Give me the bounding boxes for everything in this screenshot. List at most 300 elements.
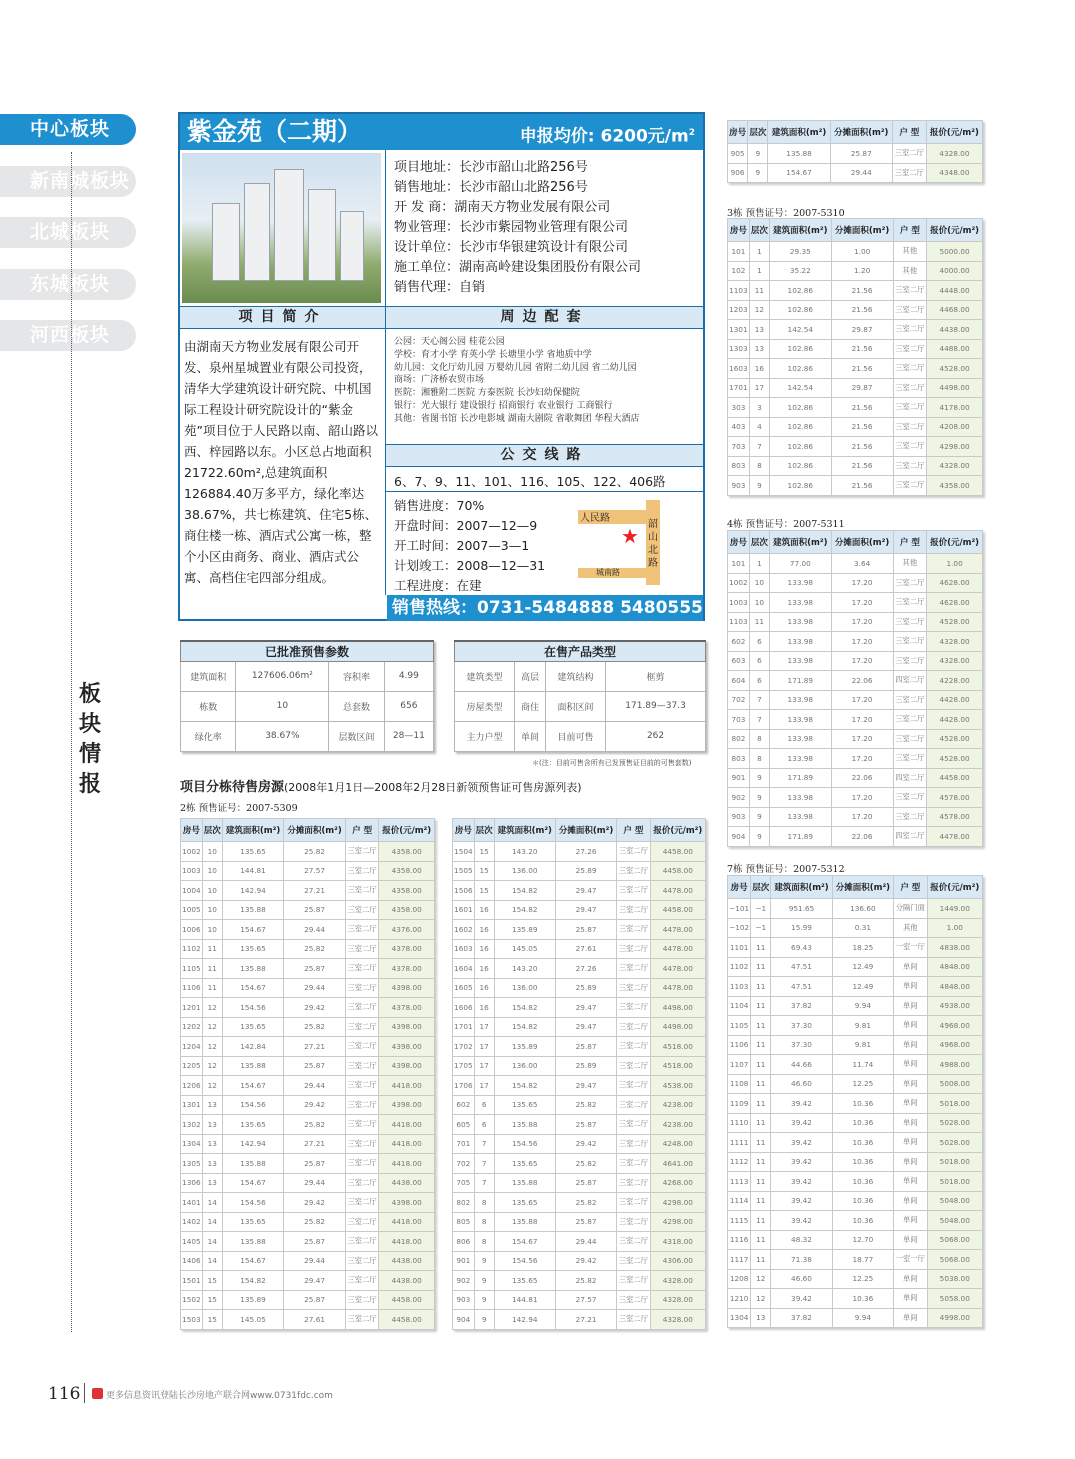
table-cell: 10 <box>202 842 222 862</box>
table-row <box>181 842 435 862</box>
table-cell: 4238.00 <box>650 1115 705 1135</box>
table-cell: 25.82 <box>284 1017 346 1037</box>
table-row <box>728 144 983 164</box>
table-cell: 142.94 <box>222 1134 284 1154</box>
table-row <box>728 456 983 476</box>
table-cell: 39.42 <box>771 1133 832 1153</box>
table-cell: 4458.00 <box>650 900 705 920</box>
table-cell: 136.00 <box>494 978 555 998</box>
table-cell: 单间 <box>894 1094 927 1114</box>
table-cell: 29.44 <box>284 920 346 940</box>
table-cell: 102.86 <box>769 417 831 437</box>
table-cell: 17 <box>749 378 769 398</box>
table-cell: 4238.00 <box>650 1095 705 1115</box>
table-cell: 三室二厅 <box>345 861 379 881</box>
table-cell: 135.88 <box>222 1056 284 1076</box>
table-cell: 1101 <box>728 938 751 958</box>
table-cell: 一室一厅 <box>894 1250 927 1270</box>
table-cell: 25.82 <box>555 1154 616 1174</box>
table-row <box>728 417 983 437</box>
table-cell: 单间 <box>894 1230 927 1250</box>
table-cell: 14 <box>202 1212 222 1232</box>
table-cell: 4178.00 <box>927 398 983 418</box>
table-cell: 9.81 <box>832 1016 893 1036</box>
table-cell: 4398.00 <box>379 978 435 998</box>
table-cell: 27.61 <box>555 939 616 959</box>
table-cell: 7 <box>474 1134 494 1154</box>
table-cell: 11 <box>751 996 771 1016</box>
table-row <box>453 1076 706 1096</box>
table-cell: 29.47 <box>555 1076 616 1096</box>
table-row <box>453 1037 706 1057</box>
table-cell: 三室二厅 <box>893 281 927 301</box>
table-cell: 17.20 <box>831 632 893 652</box>
table-cell: 4988.00 <box>927 1055 982 1075</box>
table-cell: 7 <box>749 710 769 730</box>
table-row <box>728 612 983 632</box>
table-cell: 25.87 <box>555 920 616 940</box>
project-title: 紫金苑（二期） <box>187 117 363 146</box>
table-cell: 133.98 <box>769 710 831 730</box>
table-cell: 4528.00 <box>927 729 983 749</box>
table-cell: 其他 <box>893 554 927 574</box>
col-header: 报价(元/m²) <box>927 219 983 242</box>
table-cell: 1115 <box>728 1211 751 1231</box>
table-cell: 1503 <box>181 1310 203 1330</box>
table-cell: 1601 <box>453 900 475 920</box>
col-header: 建筑面积(m²) <box>771 876 832 899</box>
table-row <box>181 900 435 920</box>
table-cell: 7 <box>474 1173 494 1193</box>
table-cell: 4398.00 <box>379 1056 435 1076</box>
table-cell: 11 <box>751 1230 771 1250</box>
table-row <box>181 1056 435 1076</box>
table-row <box>181 1290 435 1310</box>
table-cell: 25.82 <box>284 1115 346 1135</box>
table-cell: 12.49 <box>832 957 893 977</box>
table-cell: 四室二厅 <box>893 827 927 847</box>
table-cell: 4358.00 <box>927 476 983 496</box>
table-cell: 三室二厅 <box>345 939 379 959</box>
table-cell: 802 <box>453 1193 475 1213</box>
info-property-mgmt: 物业管理：长沙市紫园物业管理有限公司 <box>394 220 629 235</box>
table-cell: 1702 <box>453 1037 475 1057</box>
table-cell: 4528.00 <box>927 612 983 632</box>
table-cell: 135.65 <box>494 1154 555 1174</box>
table-cell: 7 <box>474 1154 494 1174</box>
table-row <box>728 593 983 613</box>
table-cell: 9 <box>748 144 768 164</box>
table-cell: 37.82 <box>771 1308 832 1328</box>
table-cell: 8 <box>749 456 769 476</box>
table-cell: 4478.00 <box>927 827 983 847</box>
table-cell: 三室二厅 <box>345 1251 379 1271</box>
table-cell: 4438.00 <box>379 1271 435 1291</box>
table-row <box>728 1035 983 1055</box>
table-cell: 三室二厅 <box>617 920 650 940</box>
table-cell: 133.98 <box>769 807 831 827</box>
col-header: 户 型 <box>892 121 926 144</box>
table-cell: 4428.00 <box>927 690 983 710</box>
table-cell: 三室二厅 <box>893 573 927 593</box>
product-cell: 单间 <box>515 721 546 751</box>
table-cell: 16 <box>474 998 494 1018</box>
table-cell: 4998.00 <box>927 1308 982 1328</box>
tab-xinnancheng[interactable]: 新南城板块 <box>0 166 136 197</box>
col-header: 层次 <box>474 819 494 842</box>
table-cell: 47.51 <box>771 977 832 997</box>
table-cell: 其他 <box>894 918 927 938</box>
table-row <box>728 1152 983 1172</box>
table-cell: 101 <box>728 242 750 262</box>
table-cell: 三室二厅 <box>617 1115 650 1135</box>
table-cell: 10 <box>202 881 222 901</box>
table-row <box>453 1290 706 1310</box>
table-row <box>728 1250 983 1270</box>
footnote: ＊(注：目前可售含所有已发预售证目前的可售套数) <box>532 759 692 767</box>
table-cell: 25.82 <box>284 842 346 862</box>
table-cell: 11 <box>751 1035 771 1055</box>
table-cell: 4208.00 <box>927 417 983 437</box>
table-cell: 1606 <box>453 998 475 1018</box>
table-cell: 25.87 <box>284 1154 346 1174</box>
table-cell: 三室二厅 <box>617 861 650 881</box>
table-cell: 5018.00 <box>927 1172 982 1192</box>
table-cell: 5028.00 <box>927 1113 982 1133</box>
table-cell: 27.21 <box>284 1134 346 1154</box>
table-cell: 三室二厅 <box>617 1056 650 1076</box>
table-cell: 1 <box>749 261 769 281</box>
table-row <box>728 1094 983 1114</box>
table-cell: 21.56 <box>831 437 893 457</box>
table-cell: 单间 <box>894 1308 927 1328</box>
table-cell: 8 <box>474 1212 494 1232</box>
table-cell: 803 <box>728 456 750 476</box>
table-cell: 1103 <box>728 977 751 997</box>
table-cell: 4518.00 <box>650 1037 705 1057</box>
table-cell: 1405 <box>181 1232 203 1252</box>
table-cell: 1003 <box>728 593 750 613</box>
table-row <box>728 1055 983 1075</box>
table-row <box>728 807 983 827</box>
table-row <box>453 978 706 998</box>
table-cell: 803 <box>728 749 750 769</box>
table-cell: 154.56 <box>222 998 284 1018</box>
table-cell: 11 <box>202 959 222 979</box>
table-cell: 1107 <box>728 1055 751 1075</box>
location-map <box>578 500 683 585</box>
table-cell: 135.88 <box>768 144 830 164</box>
table-cell: 47.51 <box>771 957 832 977</box>
table-cell: 1303 <box>728 339 750 359</box>
table-cell: 三室二厅 <box>617 842 650 862</box>
table-cell: 29.42 <box>555 1134 616 1154</box>
table-row <box>181 998 435 1018</box>
table-cell: 1206 <box>181 1076 203 1096</box>
table-cell: 4306.00 <box>650 1251 705 1271</box>
table-cell: 10 <box>749 593 769 613</box>
table-cell: 11 <box>751 957 771 977</box>
table-cell: 15 <box>202 1271 222 1291</box>
table-cell: 4328.00 <box>650 1290 705 1310</box>
presale-cell: 层数区间 <box>329 721 384 751</box>
table-row <box>728 1289 983 1309</box>
table-cell: 三室二厅 <box>617 959 650 979</box>
table-cell: 1114 <box>728 1191 751 1211</box>
table-cell: 10 <box>202 900 222 920</box>
table-cell: 1103 <box>728 612 750 632</box>
table-cell: 4458.00 <box>650 842 705 862</box>
table-cell: 1505 <box>453 861 475 881</box>
table-cell: 35.22 <box>769 261 831 281</box>
info-contractor: 施工单位：湖南高岭建设集团股份有限公司 <box>394 260 642 275</box>
table-cell: 17 <box>474 1056 494 1076</box>
table-cell: 901 <box>453 1251 475 1271</box>
table-cell: 133.98 <box>769 788 831 808</box>
tab-beicheng[interactable]: 北城板块 <box>0 217 136 248</box>
table-cell: 11 <box>751 1113 771 1133</box>
table-cell: 4358.00 <box>379 842 435 862</box>
table-cell: 25.82 <box>284 1212 346 1232</box>
table-cell: 22.06 <box>831 671 893 691</box>
map-label-shaoshan: 韶山北路 <box>648 519 658 569</box>
table-cell: 三室二厅 <box>345 978 379 998</box>
product-cell: 房屋类型 <box>455 691 515 721</box>
table-row <box>453 881 706 901</box>
table-cell: 单间 <box>894 1269 927 1289</box>
table-cell: 12.25 <box>832 1074 893 1094</box>
table-row <box>728 163 983 183</box>
table-cell: 8 <box>474 1232 494 1252</box>
table-cell: 171.89 <box>769 827 831 847</box>
tab-center[interactable]: 中心板块 <box>0 114 136 145</box>
product-type-table <box>454 640 706 752</box>
col-header: 户 型 <box>345 819 379 842</box>
table-cell: 906 <box>728 163 748 183</box>
table-cell: 9 <box>749 476 769 496</box>
bldg7-label: 7栋 预售证号：2007-5312 <box>727 864 845 875</box>
presale-cell: 建筑面积 <box>181 661 236 691</box>
table-cell: 三室二厅 <box>893 788 927 808</box>
table-cell: 单间 <box>894 1211 927 1231</box>
table-cell: 三室二厅 <box>893 476 927 496</box>
table-cell: 单间 <box>894 1152 927 1172</box>
table-cell: 133.98 <box>769 593 831 613</box>
table-row <box>728 651 983 671</box>
product-cell: 262 <box>606 721 706 751</box>
table-row <box>728 977 983 997</box>
price-label: 申报均价: <box>519 126 595 147</box>
table-cell: 13 <box>202 1154 222 1174</box>
bus-routes: 6、7、9、11、101、116、105、122、406路 <box>394 474 666 489</box>
table-cell: 603 <box>728 651 750 671</box>
table-row <box>728 1016 983 1036</box>
table-cell: 17.20 <box>831 573 893 593</box>
table-row <box>453 1095 706 1115</box>
presale-cell: 栋数 <box>181 691 236 721</box>
col-header: 户 型 <box>894 876 927 899</box>
table-cell: 三室二厅 <box>617 881 650 901</box>
progress-construction: 工程进度：在建 <box>394 578 482 593</box>
table-cell: 703 <box>728 710 750 730</box>
table-cell: 4418.00 <box>379 1134 435 1154</box>
table-cell: 802 <box>728 729 750 749</box>
table-cell: 三室二厅 <box>893 300 927 320</box>
table-cell: 25.87 <box>284 959 346 979</box>
table-cell: 4458.00 <box>379 1290 435 1310</box>
table-cell: 21.56 <box>831 339 893 359</box>
bldg3-table <box>727 218 983 496</box>
product-cell: 商住 <box>515 691 546 721</box>
table-cell: 11 <box>751 1152 771 1172</box>
table-cell: 39.42 <box>771 1211 832 1231</box>
table-row <box>728 1172 983 1192</box>
col-header: 报价(元/m²) <box>927 531 983 554</box>
table-cell: 154.82 <box>494 998 555 1018</box>
table-cell: 25.87 <box>284 1056 346 1076</box>
table-cell: 1603 <box>728 359 750 379</box>
table-cell: 10 <box>202 920 222 940</box>
presale-cell: 10 <box>236 691 329 721</box>
table-cell: 171.89 <box>769 671 831 691</box>
table-cell: 13 <box>749 339 769 359</box>
table-cell: 10.36 <box>832 1211 893 1231</box>
table-cell: 29.44 <box>830 163 892 183</box>
table-cell: 9.81 <box>832 1035 893 1055</box>
table-cell: 135.89 <box>494 1037 555 1057</box>
table-cell: 37.30 <box>771 1016 832 1036</box>
table-cell: 154.82 <box>222 1271 284 1291</box>
table-cell: 1304 <box>728 1308 751 1328</box>
table-cell: 4528.00 <box>927 749 983 769</box>
col-header: 建筑面积(m²) <box>769 219 831 242</box>
table-cell: 46.60 <box>771 1074 832 1094</box>
table-cell: 三室二厅 <box>617 1095 650 1115</box>
table-cell: 29.44 <box>284 978 346 998</box>
table-cell: 4528.00 <box>927 359 983 379</box>
table-row <box>728 398 983 418</box>
table-cell: 4398.00 <box>379 1193 435 1213</box>
progress-sales: 销售进度：70% <box>394 498 485 513</box>
table-cell: 135.65 <box>222 842 284 862</box>
table-row <box>728 768 983 788</box>
table-row <box>181 1251 435 1271</box>
table-row <box>728 918 983 938</box>
table-row <box>728 729 983 749</box>
table-cell: 12 <box>202 998 222 1018</box>
table-cell: 135.65 <box>222 1115 284 1135</box>
col-header: 层次 <box>202 819 222 842</box>
table-cell: 4376.00 <box>379 920 435 940</box>
col-header: 户 型 <box>893 531 927 554</box>
map-label-renmin: 人民路 <box>580 513 610 524</box>
table-cell: 8 <box>474 1193 494 1213</box>
table-row <box>453 998 706 1018</box>
info-agent: 销售代理：自销 <box>394 280 486 295</box>
table-cell: 三室二厅 <box>617 900 650 920</box>
table-row <box>181 861 435 881</box>
table-cell: 25.82 <box>555 1095 616 1115</box>
table-cell: 102.86 <box>769 476 831 496</box>
table-cell: 154.67 <box>222 978 284 998</box>
table-row <box>181 920 435 940</box>
table-cell: 1112 <box>728 1152 751 1172</box>
table-cell: 三室二厅 <box>617 1154 650 1174</box>
table-cell: 4438.00 <box>379 1251 435 1271</box>
table-cell: 1106 <box>728 1035 751 1055</box>
table-cell: 4438.00 <box>379 1173 435 1193</box>
table-cell: 22.06 <box>831 768 893 788</box>
table-cell: 136.00 <box>494 1056 555 1076</box>
table-row <box>453 1017 706 1037</box>
table-cell: 1401 <box>181 1193 203 1213</box>
table-cell: 4358.00 <box>379 900 435 920</box>
footer-link[interactable]: 更多信息资讯登陆长沙房地产联合网www.0731fdc.com <box>106 1391 333 1401</box>
table-cell: 25.89 <box>555 861 616 881</box>
tab-hexi[interactable]: 河西板块 <box>0 320 136 351</box>
table-cell: 6 <box>474 1095 494 1115</box>
table-cell: 21.56 <box>831 398 893 418</box>
table-cell: 三室二厅 <box>617 1173 650 1193</box>
table-cell: 三室二厅 <box>345 1134 379 1154</box>
card-divider <box>385 150 386 595</box>
table-cell: 17 <box>474 1037 494 1057</box>
table-cell: 142.94 <box>494 1310 555 1330</box>
table-cell: 135.88 <box>222 900 284 920</box>
table-cell: 4498.00 <box>650 998 705 1018</box>
table-cell: 4418.00 <box>379 1232 435 1252</box>
table-cell: 1604 <box>453 959 475 979</box>
table-row <box>728 632 983 652</box>
table-row <box>181 1271 435 1291</box>
table-cell: 单间 <box>894 1035 927 1055</box>
table-cell: 4468.00 <box>927 300 983 320</box>
table-row <box>728 554 983 574</box>
col-header: 建筑面积(m²) <box>769 531 831 554</box>
table-cell: −1 <box>751 899 771 919</box>
table-row <box>181 1154 435 1174</box>
table-cell: 17 <box>474 1017 494 1037</box>
footer-divider <box>84 1383 85 1403</box>
amenity-item: 公园：天心阁公园 桂花公园 <box>394 337 505 347</box>
table-row <box>453 1310 706 1330</box>
table-cell: 303 <box>728 398 750 418</box>
tab-dongcheng[interactable]: 东城板块 <box>0 269 136 300</box>
table-row <box>453 1056 706 1076</box>
table-cell: 17 <box>474 1076 494 1096</box>
table-cell: 25.89 <box>555 978 616 998</box>
table-row <box>728 957 983 977</box>
table-cell: 1108 <box>728 1074 751 1094</box>
table-cell: 4518.00 <box>650 1056 705 1076</box>
table-cell: 11 <box>751 1133 771 1153</box>
table-cell: 12 <box>202 1017 222 1037</box>
table-cell: 18.25 <box>832 938 893 958</box>
table-row <box>728 1074 983 1094</box>
col-header: 户 型 <box>893 219 927 242</box>
table-cell: 12 <box>751 1289 771 1309</box>
table-cell: 1210 <box>728 1289 751 1309</box>
table-row <box>181 959 435 979</box>
table-row <box>728 1230 983 1250</box>
presale-header: 已批准预售参数 <box>181 641 434 661</box>
table-cell: 135.65 <box>494 1271 555 1291</box>
bldg4-label: 4栋 预售证号：2007-5311 <box>727 519 845 530</box>
table-cell: 135.65 <box>222 1212 284 1232</box>
table-cell: 27.21 <box>284 881 346 901</box>
table-cell: 1605 <box>453 978 475 998</box>
table-cell: 三室二厅 <box>345 959 379 979</box>
